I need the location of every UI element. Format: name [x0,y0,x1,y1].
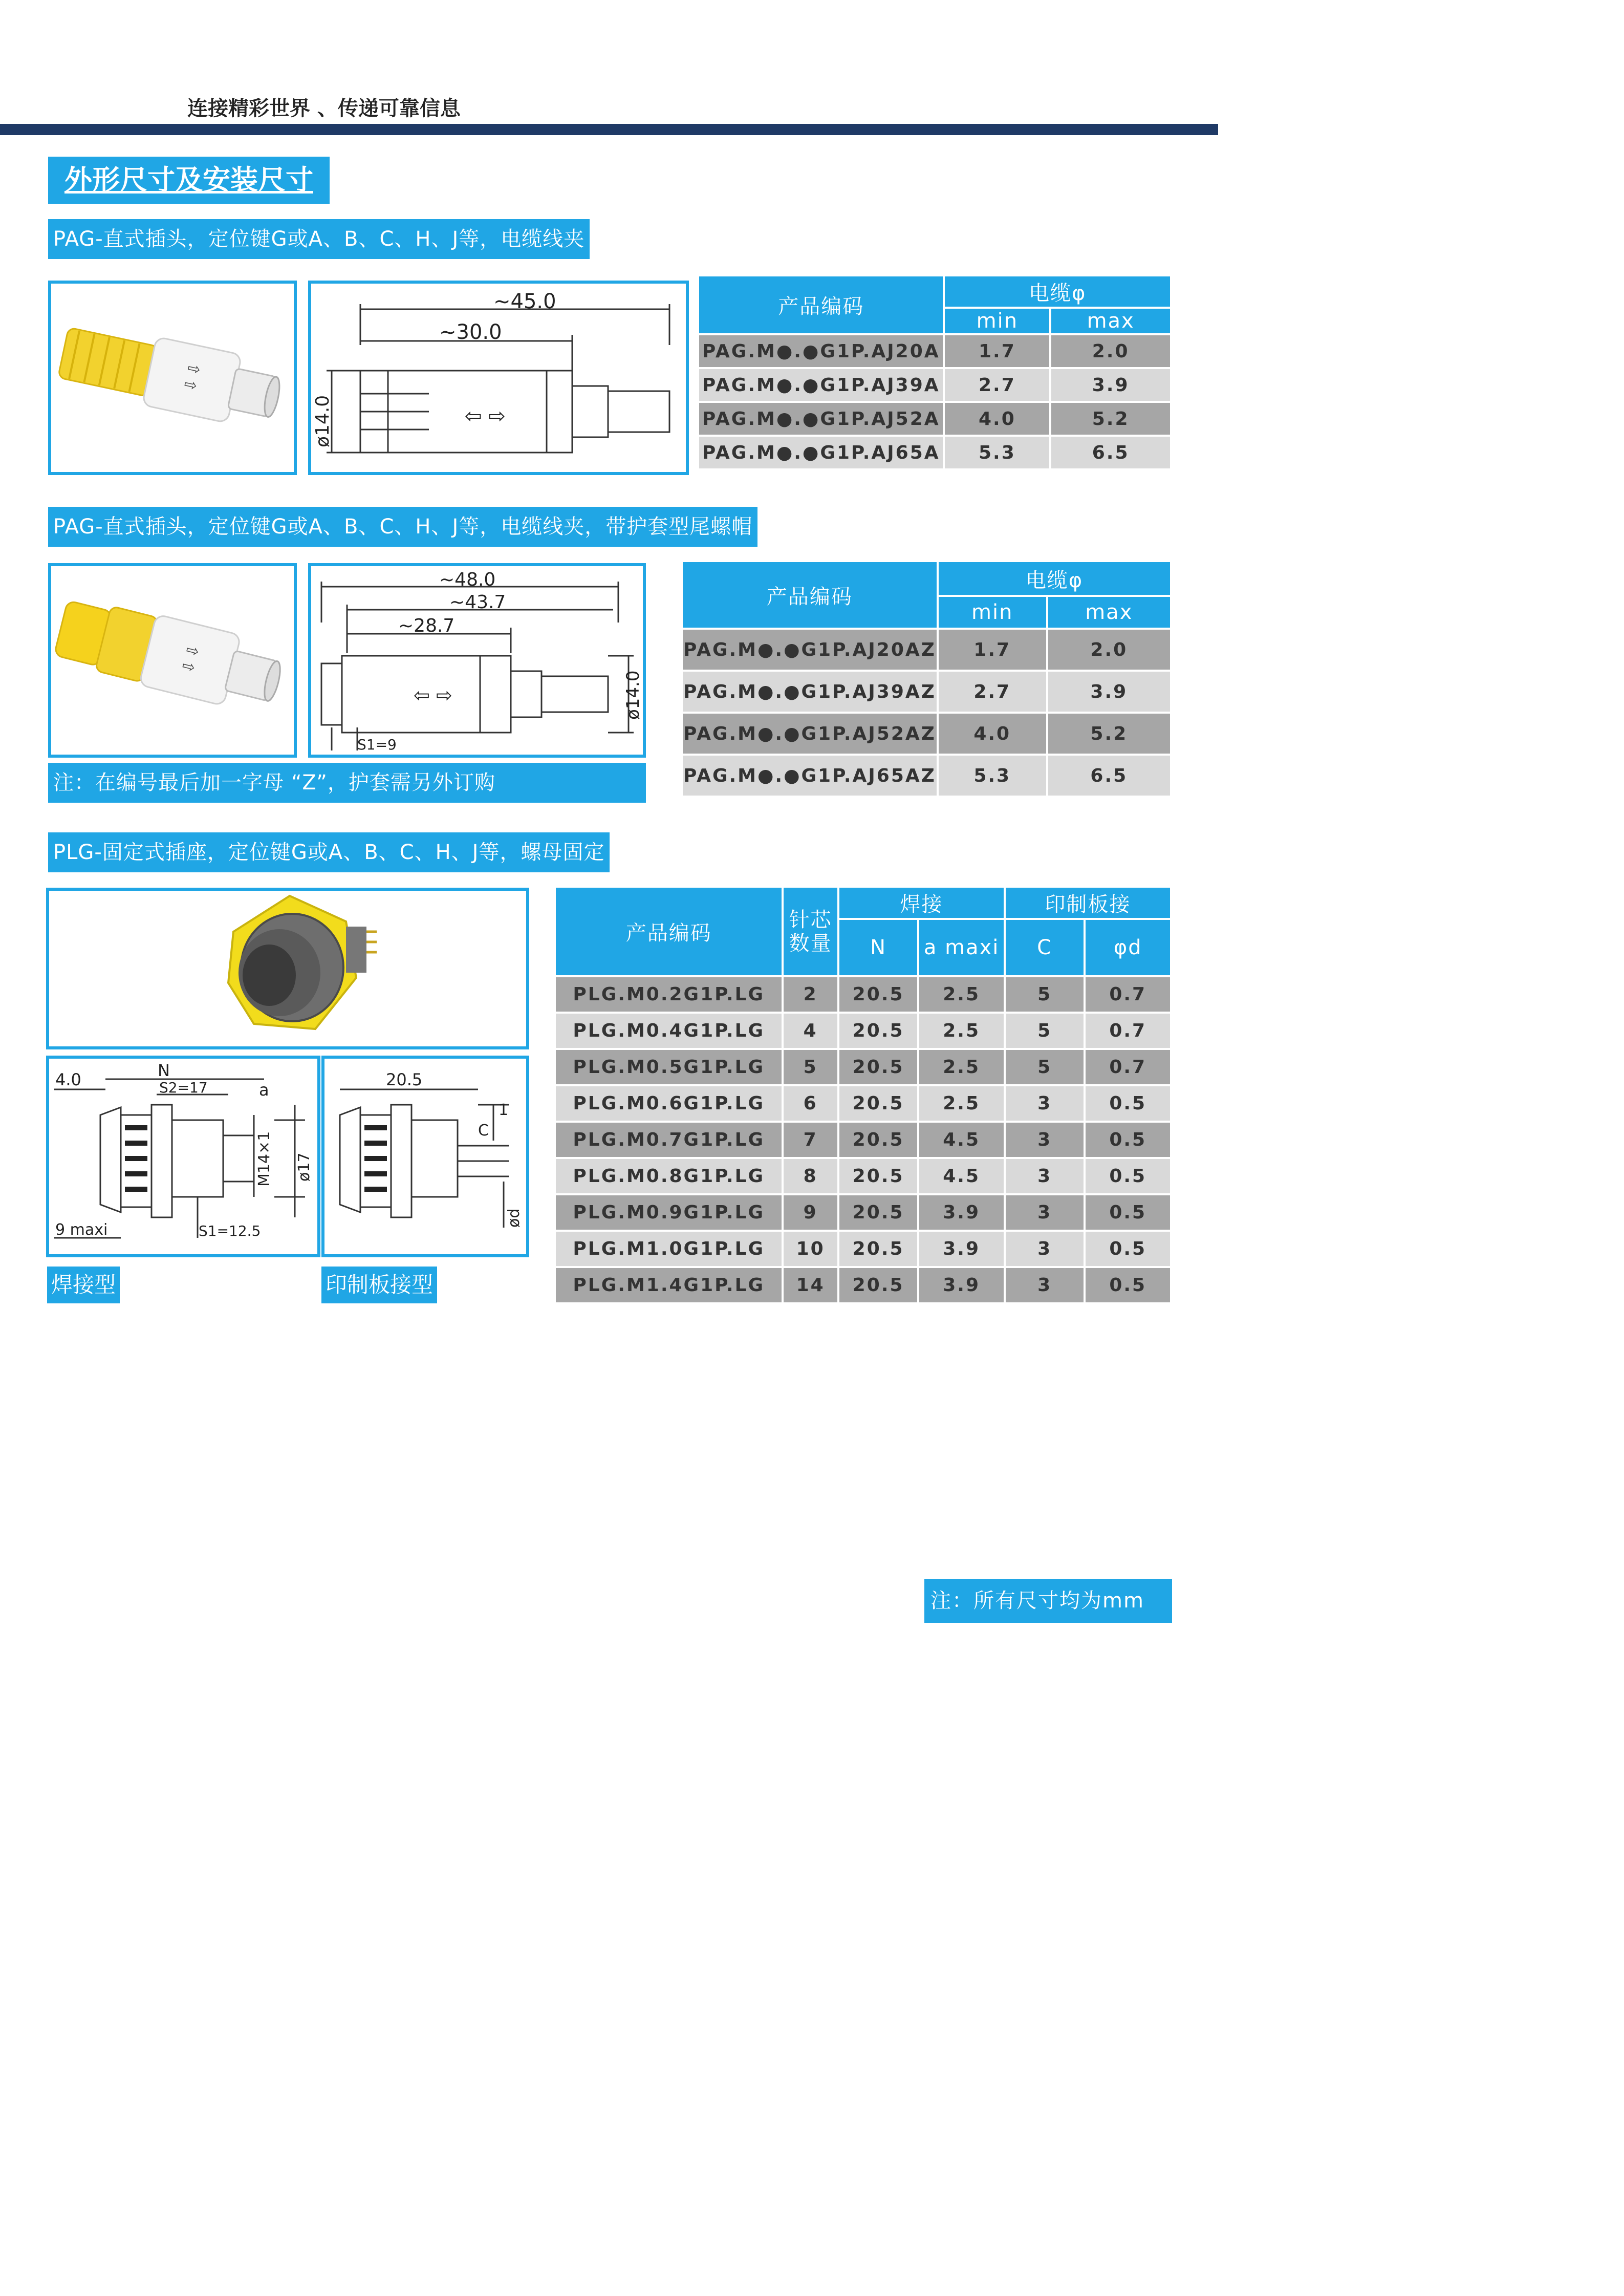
table-row: PLG.M1.0G1P.LG 10 20.5 3.9 3 0.5 [555,1231,1171,1267]
dim-mid: ~43.7 [449,592,506,613]
dim-n: N [158,1061,170,1080]
col-n: N [838,919,919,976]
caption-solder-type: 焊接型 [47,1267,120,1303]
col-cable: 电缆φ [938,561,1171,596]
col-min: min [944,308,1050,334]
col-cable: 电缆φ [944,275,1171,308]
footer-note: 注：所有尺寸均为mm [924,1579,1172,1623]
dim-d17: ø17 [295,1152,313,1182]
table-row: PAG.M●.●G1P.AJ39AZ 2.7 3.9 [682,671,1171,713]
table-row: PLG.M0.6G1P.LG 6 20.5 2.5 3 0.5 [555,1085,1171,1122]
table-row: PLG.M0.9G1P.LG 9 20.5 3.9 3 0.5 [555,1194,1171,1231]
block2-note: 注：在编号最后加一字母 “Z”，护套需另外订购 [48,763,646,803]
col-product-code: 产品编码 [682,561,938,629]
dim-overall: ~45.0 [493,290,556,313]
svg-text:⇨: ⇨ [180,656,197,677]
header-rule [0,124,1218,135]
block1-product-photo [48,281,297,475]
dim-s2: S2=17 [159,1079,208,1096]
block2-table [681,560,1172,798]
table-row: PLG.M0.8G1P.LG 8 20.5 4.5 3 0.5 [555,1158,1171,1194]
dim-body: ~30.0 [439,320,502,344]
col-pins: 针芯数量 [783,887,838,976]
header-tagline: 连接精彩世界 、传递可靠信息 [187,97,461,120]
receptacle-image [49,891,526,1046]
dim-diameter: ø14.0 [623,670,643,720]
block3-solder-drawing [46,1056,320,1257]
table-row: PLG.M1.4G1P.LG 14 20.5 3.9 3 0.5 [555,1267,1171,1303]
col-c: C [1005,919,1085,976]
dim-overall: ~48.0 [439,569,496,590]
dim-body: ~28.7 [398,615,455,636]
svg-text:⇨: ⇨ [184,640,201,661]
col-product-code: 产品编码 [698,275,944,334]
dim-s1: S1=12.5 [199,1222,261,1239]
table-row: PAG.M●.●G1P.AJ65AZ 5.3 6.5 [682,755,1171,797]
col-max: max [1047,596,1171,629]
table-row: PLG.M0.5G1P.LG 5 20.5 2.5 5 0.7 [555,1049,1171,1085]
table-row: PAG.M●.●G1P.AJ65A 5.3 6.5 [698,436,1171,469]
table-row: PAG.M●.●G1P.AJ52AZ 4.0 5.2 [682,713,1171,755]
dim-diameter: ø14.0 [312,395,333,447]
dim-20-5: 20.5 [386,1070,423,1089]
table-row: PAG.M●.●G1P.AJ39A 2.7 3.9 [698,368,1171,402]
block3-product-photo [46,888,529,1049]
col-max: max [1050,308,1171,334]
svg-text:⇨: ⇨ [182,375,199,395]
plug-boot-image [51,566,294,755]
block2-title-bar: PAG-直式插头，定位键G或A、B、C、H、J等，电缆线夹，带护套型尾螺帽 [48,507,757,547]
table-row: PAG.M●.●G1P.AJ52A 4.0 5.2 [698,402,1171,436]
dim-maxi: 9 maxi [55,1221,108,1239]
dim-s1: S1=9 [357,736,397,753]
dim-a: a [259,1080,269,1100]
block2-product-photo [48,563,297,758]
table-row: PLG.M0.7G1P.LG 7 20.5 4.5 3 0.5 [555,1122,1171,1158]
col-a-maxi: a maxi [918,919,1005,976]
table-row: PAG.M●.●G1P.AJ20A 1.7 2.0 [698,334,1171,368]
dim-4-0: 4.0 [55,1070,81,1089]
col-d: φd [1085,919,1171,976]
block2-dimension-drawing [308,563,646,758]
table-row: PLG.M0.2G1P.LG 2 20.5 2.5 5 0.7 [555,976,1171,1013]
dim-c: C [478,1122,489,1140]
table-row: PLG.M0.4G1P.LG 4 20.5 2.5 5 0.7 [555,1013,1171,1049]
block1-dimension-drawing [308,281,689,475]
block1-table [697,274,1172,470]
caption-pcb-type: 印制板接型 [321,1267,437,1303]
dim-m14: M14×1 [255,1131,273,1187]
dim-1: 1 [499,1101,509,1119]
arrow-icon: ⇦ ⇨ [465,404,506,428]
col-solder: 焊接 [838,887,1005,919]
arrow-icon: ⇦ ⇨ [414,684,452,706]
dim-d: ød [505,1208,523,1228]
svg-text:⇨: ⇨ [186,359,202,379]
block3-table [554,886,1172,1304]
section-title: 外形尺寸及安装尺寸 [48,157,330,204]
table-row: PAG.M●.●G1P.AJ20AZ 1.7 2.0 [682,629,1171,671]
col-min: min [938,596,1047,629]
col-product-code: 产品编码 [555,887,783,976]
plug-image [51,284,294,472]
col-pcb: 印制板接 [1005,887,1171,919]
block3-pcb-drawing [321,1056,529,1257]
block3-title-bar: PLG-固定式插座，定位键G或A、B、C、H、J等，螺母固定 [48,832,610,872]
block1-title-bar: PAG-直式插头，定位键G或A、B、C、H、J等，电缆线夹 [48,219,590,259]
